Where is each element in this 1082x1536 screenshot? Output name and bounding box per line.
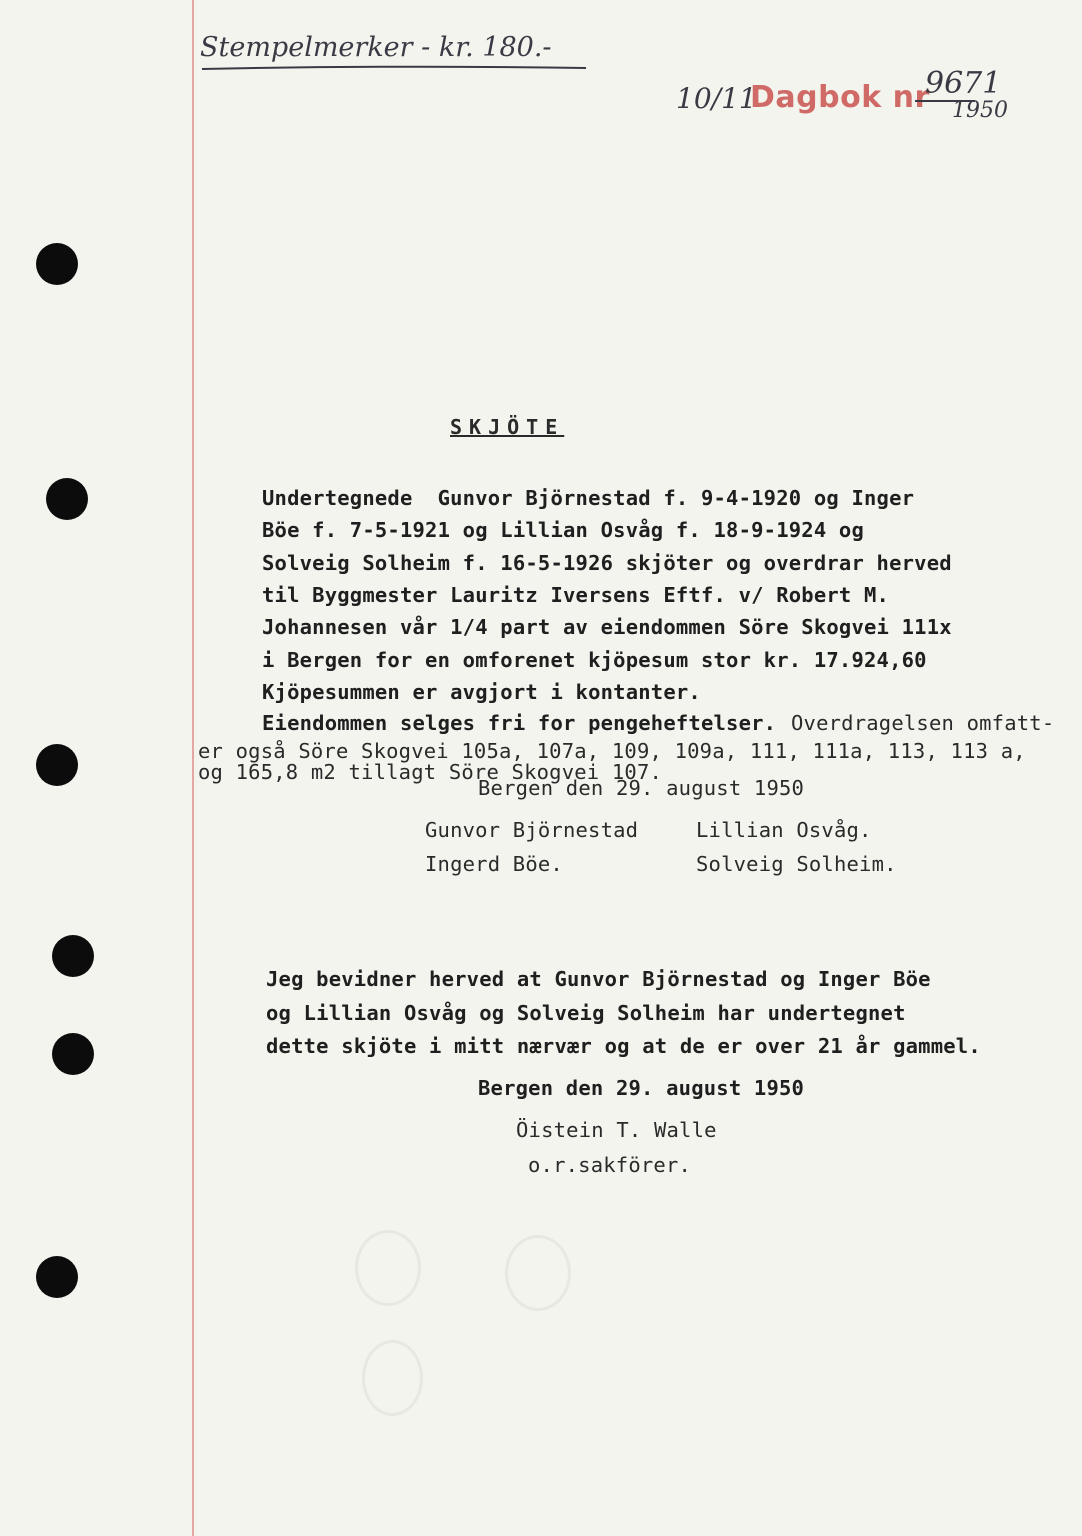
addendum-line: og 165,8 m2 tillagt Söre Skogvei 107. (198, 760, 663, 784)
body-line: Böe f. 7-5-1921 og Lillian Osvåg f. 18-9-1924 og (262, 518, 865, 542)
margin-line (192, 0, 194, 1536)
journal-year: 1950 (952, 98, 1008, 123)
faint-seal (362, 1340, 423, 1416)
witness-line: og Lillian Osvåg og Solveig Solheim har undertegnet (266, 1001, 906, 1025)
punch-hole (46, 478, 88, 520)
document-title: SKJÖTE (450, 415, 565, 439)
addendum-line: er også Söre Skogvei 105a, 107a, 109, 109a, 111, 111a, 113, 113 a, (198, 739, 1026, 763)
punch-hole (36, 744, 78, 786)
punch-hole (36, 1256, 78, 1298)
body-line: Eiendommen selges fri for pengeheftelser. (262, 711, 777, 735)
body-line: Solveig Solheim f. 16-5-1926 skjöter og overdrar herved (262, 551, 952, 575)
journal-stamp: Dagbok nr (750, 80, 930, 115)
signature-name: Ingerd Böe. (425, 852, 563, 876)
signature-name: Lillian Osvåg. (696, 818, 872, 842)
faint-seal (355, 1230, 421, 1306)
body-line: Undertegnede Gunvor Björnestad f. 9-4-1920 og Inger (262, 486, 915, 510)
signature-name: Gunvor Björnestad (425, 818, 639, 842)
stamp-duty-note: Stempelmerker - kr. 180.- (200, 32, 552, 63)
body-line: Johannesen vår 1/4 part av eiendommen Söre Skogvei 111x (262, 615, 952, 639)
punch-hole (52, 935, 94, 977)
witness-title: o.r.sakförer. (528, 1153, 692, 1177)
witness-line: Jeg bevidner herved at Gunvor Björnestad og Inger Böe (266, 967, 931, 991)
witness-line: dette skjöte i mitt nærvær og at de er over 21 år gammel. (266, 1034, 981, 1058)
punch-hole (36, 243, 78, 285)
addendum-line: Overdragelsen omfatt- (791, 711, 1055, 735)
note-underline (200, 64, 590, 72)
body-line: Kjöpesummen er avgjort i kontanter. (262, 680, 701, 704)
witness-name: Öistein T. Walle (516, 1118, 717, 1142)
faint-seal (505, 1235, 571, 1311)
body-line: til Byggmester Lauritz Iversens Eftf. v/ Robert M. (262, 583, 890, 607)
signature-name: Solveig Solheim. (696, 852, 897, 876)
place-date: Bergen den 29. august 1950 (478, 776, 805, 800)
journal-date: 10/11 (676, 82, 757, 115)
body-line: i Bergen for en omforenet kjöpesum stor kr. 17.924,60 (262, 648, 927, 672)
punch-hole (52, 1033, 94, 1075)
witness-place-date: Bergen den 29. august 1950 (478, 1076, 805, 1100)
journal-number: 9671 (925, 66, 1002, 101)
